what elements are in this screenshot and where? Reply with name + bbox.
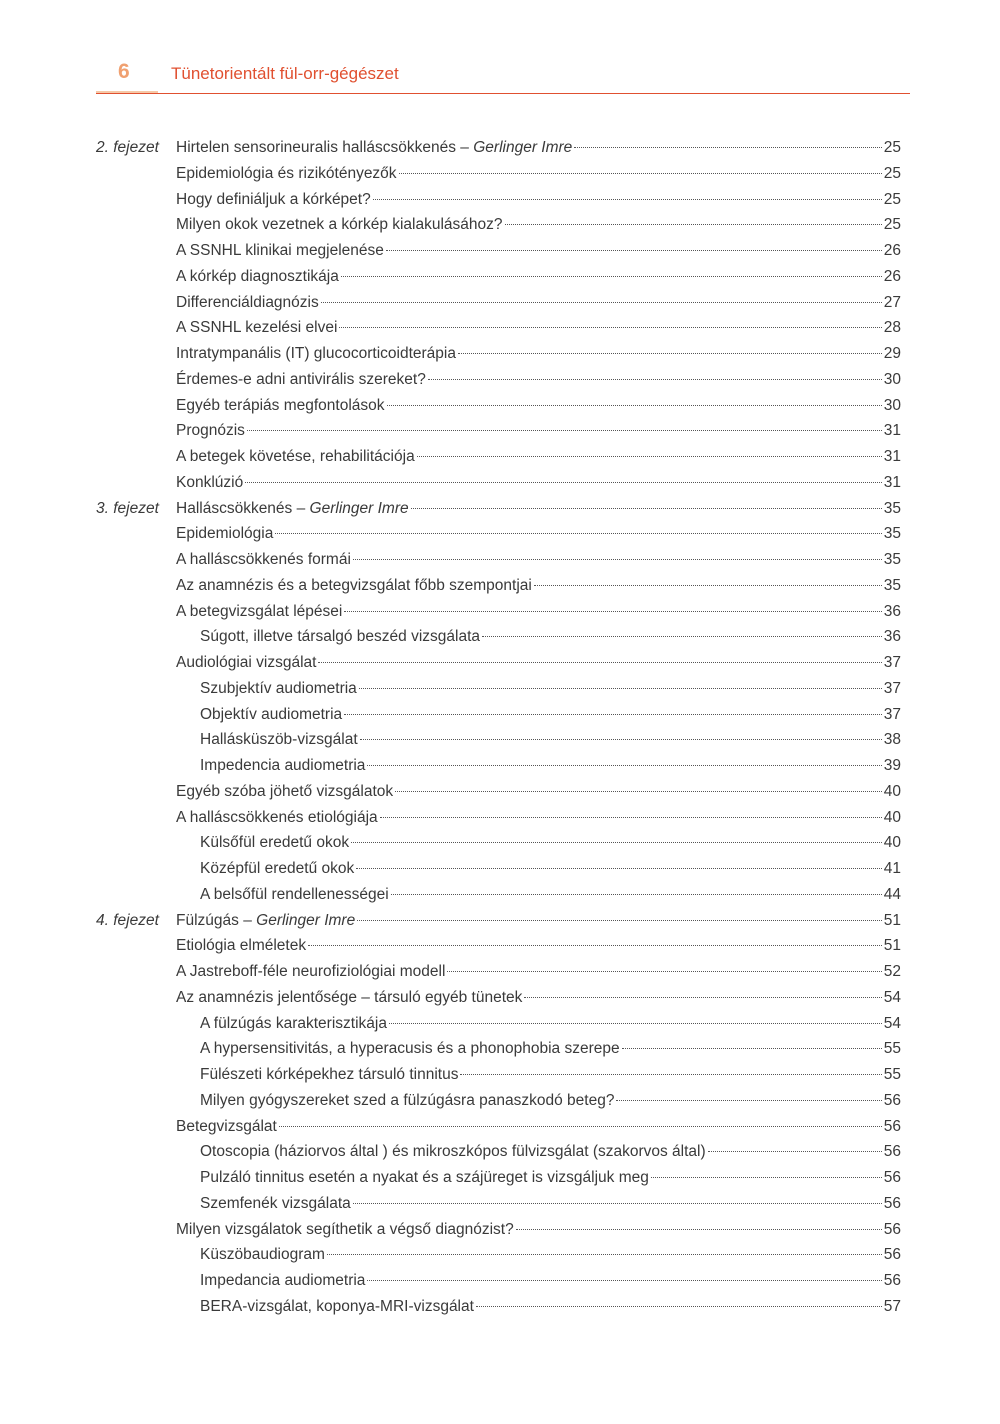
entry-page-number: 37 [883,705,901,723]
entry-page-number: 25 [883,216,901,234]
dot-leader [482,636,882,637]
entry-title-wrap [200,1088,614,1114]
toc-row [96,650,901,676]
dot-leader [399,173,882,174]
dot-leader [247,430,882,431]
toc-row [96,1268,901,1294]
entry-page-number: 31 [883,422,901,440]
entry-title-wrap [200,882,389,908]
entry-page-number: 36 [883,628,901,646]
entry-page-number: 51 [883,937,901,955]
toc-row [96,1088,901,1114]
toc-entry[interactable] [176,367,901,393]
entry-title: Középfül eredetű okok [200,860,355,877]
entry-page-number: 25 [883,139,901,156]
dot-leader [344,611,881,612]
entry-title: Audiológiai vizsgálat [176,654,317,671]
entry-title: Fülészeti kórképekhez társuló tinnitus [200,1066,459,1083]
dot-leader [708,1151,882,1152]
entry-page-number: 41 [883,860,901,877]
entry-page-number: 56 [883,1246,901,1264]
entry-title: Milyen okok vezetnek a kórkép kialakulásához? [176,216,503,234]
running-header [96,58,910,98]
dot-leader [327,1254,882,1255]
entry-title: Impedancia audiometria [200,1272,366,1289]
entry-title: Egyéb terápiás megfontolások [176,396,385,414]
toc-row [96,1191,901,1217]
entry-title: Egyéb szóba jöhető vizsgálatok [176,782,394,800]
entry-title-wrap [200,753,365,779]
dot-leader [353,1203,882,1204]
entry-title-wrap [200,624,480,650]
toc-row [96,573,901,599]
entry-title: A hypersensitivitás, a hyperacusis és a phonophobia szerepe [200,1040,620,1058]
entry-title-wrap [176,779,393,805]
dot-leader [373,199,882,200]
toc-entry[interactable] [176,496,901,522]
toc-entry[interactable] [200,1294,901,1320]
entry-page-number: 36 [883,602,901,620]
toc-entry[interactable] [176,315,901,341]
entry-page-number: 55 [883,1040,901,1058]
entry-page-number: 56 [883,1272,901,1289]
entry-title-wrap [176,444,415,470]
toc-entry[interactable] [200,1036,901,1062]
toc-entry[interactable] [176,805,901,831]
toc-row [96,1062,901,1088]
entry-title-wrap [200,1011,387,1037]
toc-entry[interactable] [176,264,901,290]
dot-leader [275,533,881,534]
entry-title-wrap [176,547,351,573]
entry-title-wrap [176,933,306,959]
entry-title: A belsőfül rendellenességei [200,885,389,903]
toc-entry[interactable] [200,1011,901,1037]
entry-page-number: 35 [883,499,901,517]
entry-title: Otoscopia (háziorvos által ) és mikroszkópos fülvizsgálat (szakorvos által) [200,1143,706,1161]
toc-entry[interactable] [200,1062,901,1088]
entry-page-number: 40 [883,782,901,800]
toc-entry[interactable] [200,1165,901,1191]
dot-leader [367,1280,881,1281]
entry-title: Külsőfül eredetű okok [200,834,350,852]
entry-page-number: 27 [883,293,901,311]
dot-leader [460,1074,881,1075]
toc-entry[interactable] [176,985,901,1011]
toc-row [96,1114,901,1140]
entry-title-wrap [200,727,358,753]
toc-row [96,1242,901,1268]
entry-title: Epidemiológia [176,525,274,543]
entry-title-wrap [176,290,319,316]
entry-page-number: 37 [883,679,901,697]
toc-entry[interactable] [176,1114,901,1140]
toc-row [96,753,901,779]
entry-title: Az anamnézis jelentősége – társuló egyéb tünetek [176,988,523,1006]
toc-entry[interactable] [176,212,901,238]
entry-page-number: 51 [883,911,901,929]
entry-author: Gerlinger Imre [309,499,409,517]
entry-page-number: 31 [883,473,901,491]
chapter-label: 2. fejezet [96,139,159,156]
entry-title: A kórkép diagnosztikája [176,267,339,285]
toc-entry[interactable] [176,393,901,419]
toc-entry[interactable] [176,959,901,985]
entry-title-wrap [176,599,342,625]
toc-entry[interactable] [176,599,901,625]
entry-title: Impedencia audiometria [200,757,366,774]
dot-leader [476,1306,882,1307]
toc-row [96,341,901,367]
entry-page-number: 52 [883,963,901,980]
entry-title-wrap [176,367,426,393]
toc-row [96,985,901,1011]
entry-page-number: 31 [883,448,901,465]
dot-leader [279,1126,882,1127]
entry-title: Fülzúgás – [176,911,257,929]
entry-title-wrap [200,1139,706,1165]
entry-page-number: 40 [883,834,901,852]
toc-row [96,187,901,213]
dot-leader [524,997,881,998]
entry-page-number: 56 [883,1169,901,1186]
entry-page-number: 30 [883,396,901,414]
toc-row [96,805,901,831]
entry-title: A halláscsökkenés formái [176,551,351,568]
entry-page-number: 29 [883,345,901,362]
toc-row [96,212,901,238]
toc-entry[interactable] [176,135,901,161]
toc-row [96,547,901,573]
dot-leader [411,508,882,509]
entry-page-number: 26 [883,267,901,285]
entry-title-wrap [200,1294,474,1320]
toc-entry[interactable] [200,1191,901,1217]
dot-leader [505,224,882,225]
entry-page-number: 35 [883,576,901,594]
entry-title-wrap [176,341,456,367]
toc-row [96,264,901,290]
toc-row [96,238,901,264]
entry-page-number: 56 [883,1143,901,1161]
toc-row [96,315,901,341]
entry-title-wrap [176,470,243,496]
entry-page-number: 39 [883,757,901,774]
entry-page-number: 56 [883,1194,901,1212]
entry-title-wrap [176,135,572,161]
entry-title-wrap [176,264,339,290]
entry-title: Hogy definiáljuk a kórképet? [176,190,371,208]
entry-title-wrap [176,805,378,831]
toc-row [96,470,901,496]
dot-leader [574,147,881,148]
toc-row [96,702,901,728]
toc-entry[interactable] [200,1268,901,1294]
dot-leader [616,1100,881,1101]
entry-page-number: 38 [883,731,901,749]
toc-entry[interactable] [176,573,901,599]
entry-page-number: 30 [883,370,901,388]
toc-entry[interactable] [176,290,901,316]
entry-title: Szubjektív audiometria [200,679,357,697]
toc-entry[interactable] [176,779,901,805]
toc-row [96,908,901,934]
dot-leader [353,559,882,560]
entry-title-wrap [200,1191,351,1217]
entry-title: Epidemiológia és rizikótényezők [176,164,397,182]
entry-page-number: 37 [883,654,901,671]
entry-title-wrap [176,187,371,213]
entry-title: A betegek követése, rehabilitációja [176,448,415,465]
toc-entry[interactable] [176,908,901,934]
toc-row [96,135,901,161]
entry-title: Milyen gyógyszereket szed a fülzúgásra panaszkodó beteg? [200,1091,615,1109]
dot-leader [351,842,882,843]
toc-row [96,521,901,547]
toc-row [96,599,901,625]
toc-entry[interactable] [200,1242,901,1268]
entry-page-number: 54 [883,1014,901,1032]
toc-row [96,1036,901,1062]
entry-title: Milyen vizsgálatok segíthetik a végső diagnózist? [176,1220,514,1238]
entry-title: Halláscsökkenés – [176,499,310,517]
dot-leader [357,920,882,921]
toc-entry[interactable] [200,624,901,650]
entry-title-wrap [176,315,337,341]
dot-leader [386,250,882,251]
entry-title-wrap [176,393,385,419]
entry-title: A betegvizsgálat lépései [176,602,343,620]
dot-leader [245,482,882,483]
entry-title: A SSNHL klinikai megjelenése [176,242,384,259]
dot-leader [622,1048,882,1049]
dot-leader [534,585,882,586]
table-of-contents [96,135,901,1320]
entry-title-wrap [176,496,409,522]
entry-author: Gerlinger Imre [256,911,356,929]
entry-page-number: 40 [883,808,901,826]
entry-title-wrap [200,1268,365,1294]
entry-title: A SSNHL kezelési elvei [176,319,338,337]
entry-page-number: 25 [883,190,901,208]
entry-title: Hallásküszöb-vizsgálat [200,731,358,749]
entry-title: Differenciáldiagnózis [176,293,319,311]
toc-row [96,1139,901,1165]
entry-title-wrap [176,212,503,238]
entry-title: Szemfenék vizsgálata [200,1194,351,1212]
toc-entry[interactable] [176,547,901,573]
entry-page-number: 56 [883,1220,901,1238]
dot-leader [318,662,881,663]
toc-entry[interactable] [176,444,901,470]
entry-title: Intratympanális (IT) glucocorticoidterápia [176,345,456,362]
toc-row [96,959,901,985]
toc-row [96,393,901,419]
dot-leader [387,405,882,406]
entry-title-wrap [200,830,349,856]
entry-page-number: 44 [883,885,901,903]
entry-page-number: 56 [883,1117,901,1135]
dot-leader [339,327,881,328]
toc-entry[interactable] [176,1217,901,1243]
dot-leader [447,971,881,972]
entry-title-wrap [200,1062,458,1088]
toc-entry[interactable] [176,161,901,187]
entry-title: Prognózis [176,422,245,440]
toc-row [96,933,901,959]
entry-title-wrap [176,161,397,187]
toc-entry[interactable] [176,521,901,547]
toc-row [96,882,901,908]
toc-entry[interactable] [200,882,901,908]
entry-page-number: 26 [883,242,901,259]
dot-leader [344,714,882,715]
toc-row [96,779,901,805]
toc-entry[interactable] [200,676,901,702]
toc-entry[interactable] [200,1139,901,1165]
page-number: 6 [118,60,130,83]
entry-title: Pulzáló tinnitus esetén a nyakat és a szájüreget is vizsgáljuk meg [200,1169,649,1186]
entry-page-number: 28 [883,319,901,337]
dot-leader [516,1229,882,1230]
toc-entry[interactable] [176,341,901,367]
toc-entry[interactable] [200,1088,901,1114]
toc-row [96,856,901,882]
entry-title-wrap [176,418,245,444]
entry-title: Konklúzió [176,473,244,491]
dot-leader [417,456,882,457]
toc-row [96,290,901,316]
entry-title-wrap [176,573,532,599]
dot-leader [356,868,882,869]
entry-title-wrap [200,702,342,728]
dot-leader [389,1023,882,1024]
toc-row [96,727,901,753]
toc-entry[interactable] [176,238,901,264]
entry-page-number: 54 [883,988,901,1006]
toc-row [96,1165,901,1191]
entry-title-wrap [176,650,316,676]
dot-leader [308,945,882,946]
chapter-label: 4. fejezet [96,911,159,929]
toc-entry[interactable] [176,650,901,676]
entry-title: BERA-vizsgálat, koponya-MRI-vizsgálat [200,1297,474,1315]
entry-title: Etiológia elméletek [176,937,307,955]
dot-leader [321,302,882,303]
entry-title-wrap [176,238,384,264]
toc-entry[interactable] [176,933,901,959]
entry-author: Gerlinger Imre [473,139,573,156]
entry-title: Küszöbaudiogram [200,1246,325,1264]
toc-row [96,676,901,702]
entry-title: Objektív audiometria [200,705,343,723]
toc-entry[interactable] [200,727,901,753]
entry-title: Súgott, illetve társalgó beszéd vizsgálata [200,628,481,646]
toc-row [96,161,901,187]
toc-entry[interactable] [200,702,901,728]
entry-title-wrap [200,1036,620,1062]
dot-leader [651,1177,882,1178]
entry-title-wrap [176,959,445,985]
dot-leader [395,791,882,792]
entry-title-wrap [200,676,357,702]
toc-entry[interactable] [176,470,901,496]
entry-title: Hirtelen sensorineuralis halláscsökkenés – [176,139,474,156]
toc-row [96,1217,901,1243]
dot-leader [341,276,882,277]
header-rule [96,93,910,94]
dot-leader [359,688,882,689]
entry-title: Érdemes-e adni antivirális szereket? [176,370,426,388]
toc-row [96,496,901,522]
toc-entry[interactable] [200,753,901,779]
dot-leader [360,739,882,740]
entry-title: Az anamnézis és a betegvizsgálat főbb szempontjai [176,576,532,594]
toc-row [96,444,901,470]
toc-entry[interactable] [176,187,901,213]
entry-title-wrap [176,908,355,934]
dot-leader [367,765,881,766]
dot-leader [458,353,882,354]
entry-title: A halláscsökkenés etiológiája [176,808,378,826]
entry-title-wrap [176,985,522,1011]
entry-page-number: 35 [883,551,901,568]
entry-page-number: 57 [883,1297,901,1315]
entry-page-number: 25 [883,164,901,182]
dot-leader [391,894,882,895]
entry-page-number: 35 [883,525,901,543]
toc-row [96,367,901,393]
entry-page-number: 56 [883,1091,901,1109]
chapter-label: 3. fejezet [96,499,159,517]
dot-leader [380,817,882,818]
toc-entry[interactable] [200,856,901,882]
toc-row [96,1011,901,1037]
entry-title-wrap [176,1114,277,1140]
toc-entry[interactable] [200,830,901,856]
entry-title: Betegvizsgálat [176,1117,277,1135]
entry-title-wrap [176,1217,514,1243]
toc-entry[interactable] [176,418,901,444]
entry-page-number: 55 [883,1066,901,1083]
dot-leader [428,379,882,380]
entry-title-wrap [200,1165,649,1191]
toc-row [96,830,901,856]
entry-title: A Jastreboff-féle neurofiziológiai modell [176,963,446,980]
entry-title-wrap [176,521,273,547]
entry-title-wrap [200,856,354,882]
toc-row [96,624,901,650]
toc-row [96,418,901,444]
entry-title: A fülzúgás karakterisztikája [200,1014,387,1032]
toc-row [96,1294,901,1320]
entry-title-wrap [200,1242,325,1268]
book-title: Tünetorientált fül-orr-gégészet [171,64,399,83]
